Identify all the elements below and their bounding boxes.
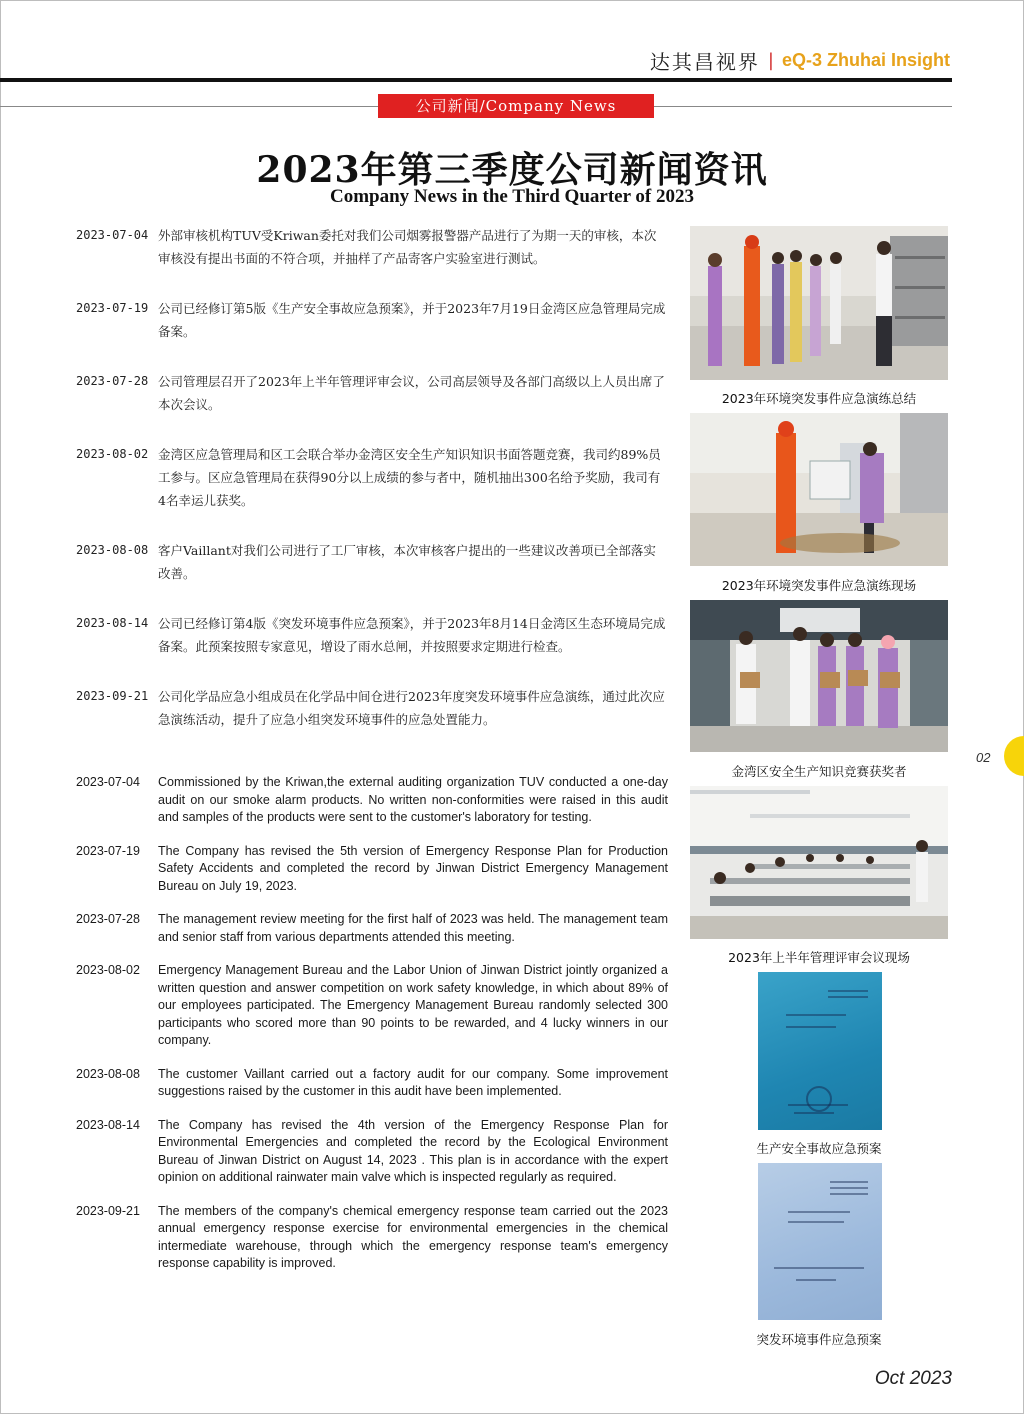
photo-drill-summary-image [690, 226, 948, 380]
photo-caption: 2023年上半年管理评审会议现场 [728, 950, 910, 965]
news-date: 2023-08-02 [76, 963, 140, 977]
photo-drill-scene [690, 413, 948, 566]
news-date: 2023-09-21 [76, 1203, 140, 1218]
doc-line [786, 1014, 846, 1016]
news-text: The Company has revised the 4th version of the Emergency Response Plan for Environmental Emergencies and completed the record by the Ecological Environment Bureau of Jinwan District on August 14, 2023 . This plan is in accordance with the expert opinion on additional rainwater main valve which is inspected regularly as required. [158, 1117, 668, 1184]
news-text: Emergency Management Bureau and the Labor Union of Jinwan District jointly organized a written question and answer competition on work safety knowledge, in which about 89% of our employees participated. The Emergency Management Bureau randomly selected 300 participants who scored more than 90 points to be rewarded, and 4 lucky winners in our company. [158, 963, 668, 1047]
news-text: 公司已经修订第4版《突发环境事件应急预案》，并于2023年8月14日金湾区生态环境局完成备案。此预案按照专家意见，增设了雨水总闸，并按照要求定期进行检查。 [158, 616, 666, 654]
news-date: 2023-08-02 [76, 447, 149, 461]
news-date: 2023-07-28 [76, 374, 149, 388]
news-date: 2023-08-14 [76, 616, 149, 630]
brand-cn: 达其昌视界 [649, 50, 760, 74]
news-date: 2023-07-19 [76, 301, 149, 315]
doc-line [830, 1193, 868, 1195]
photo-drill-summary [690, 226, 948, 380]
news-item-cn [76, 443, 668, 512]
news-item-cn [76, 370, 668, 416]
news-date: 2023-08-14 [76, 1117, 140, 1132]
news-date: 2023-09-21 [76, 689, 149, 703]
news-text: 客户Vaillant对我们公司进行了工厂审核，本次审核客户提出的一些建议改善项已全部落实改善。 [158, 543, 656, 581]
doc-line [828, 990, 868, 992]
news-text: The management review meeting for the first half of 2023 was held. The management team and senior staff from various departments attended this meeting. [158, 912, 668, 944]
brand-en: eQ-3 Zhuhai Insight [781, 50, 950, 70]
document-production-safety-plan [758, 972, 882, 1130]
news-item-en [76, 774, 668, 827]
news-date: 2023-07-19 [76, 843, 140, 858]
news-item-en [76, 1066, 668, 1101]
photo-caption: 生产安全事故应急预案 [756, 1141, 882, 1156]
photo-caption: 突发环境事件应急预案 [756, 1332, 882, 1347]
news-item-en [76, 843, 668, 896]
doc-line [796, 1279, 836, 1281]
photo-drill-scene-image [690, 413, 948, 566]
doc-line [786, 1026, 836, 1028]
photo-caption: 2023年环境突发事件应急演练现场 [721, 578, 917, 593]
doc-line [830, 1181, 868, 1183]
news-date: 2023-07-28 [76, 912, 140, 926]
doc-line [774, 1267, 864, 1269]
photo-review-meeting-image [690, 786, 948, 939]
doc-line [788, 1221, 844, 1223]
news-text: 外部审核机构TUV受Kriwan委托对我们公司烟雾报警器产品进行了为期一天的审核，本次审核没有提出书面的不符合项，并抽样了产品寄客户实验室进行测试。 [158, 228, 657, 266]
news-item-en [76, 911, 668, 946]
news-date: 2023-07-04 [76, 228, 149, 242]
news-text: Commissioned by the Kriwan,the external auditing organization TUV conducted a one-day audit on our smoke alarm products. No written non-conformities were raised in this audit and samples of the products were sent to the customer's laboratory for testing. [158, 775, 668, 824]
news-item-cn [76, 612, 668, 658]
news-item-cn [76, 224, 668, 270]
page-title: 2023年第三季度公司新闻资讯 [256, 149, 768, 191]
news-item-en [76, 1117, 668, 1187]
news-text: 公司已经修订第5版《生产安全事故应急预案》，并于2023年7月19日金湾区应急管理局完成备案。 [158, 301, 666, 339]
news-text: The Company has revised the 5th version of Emergency Response Plan for Production Safety Accidents and completed the record by Jinwan District Emergency Management Bureau on July 19, 2023. [158, 843, 668, 893]
news-item-cn [76, 539, 668, 585]
section-tab: 公司新闻/Company News [378, 94, 654, 118]
news-date: 2023-08-08 [76, 1066, 140, 1081]
photo-competition-winners [690, 600, 948, 752]
news-text: The customer Vaillant carried out a factory audit for our company. Some improvement suggestions raised by the customer in this audit have been implemented. [158, 1066, 668, 1098]
brand-separator: | [767, 50, 774, 71]
page-subtitle: Company News in the Third Quarter of 2023 [329, 186, 694, 207]
photo-competition-winners-image [690, 600, 948, 752]
photo-caption: 金湾区安全生产知识竞赛获奖者 [731, 764, 907, 779]
masthead [650, 46, 950, 75]
news-date: 2023-07-04 [76, 775, 140, 789]
news-list-en [76, 774, 668, 1273]
document-environmental-emergency-plan [758, 1163, 882, 1320]
issue-date: Oct 2023 [874, 1368, 952, 1389]
news-item-cn [76, 297, 668, 343]
news-list-cn [76, 224, 668, 731]
news-item-en [76, 1203, 668, 1273]
page-number: 02 [976, 750, 991, 765]
photo-review-meeting [690, 786, 948, 939]
news-item-en [76, 962, 668, 1050]
doc-line [830, 1187, 868, 1189]
photo-caption: 2023年环境突发事件应急演练总结 [721, 391, 917, 406]
news-text: 公司化学品应急小组成员在化学品中间仓进行2023年度突发环境事件应急演练，通过此次应急演练活动，提升了应急小组突发环境事件的应急处置能力。 [158, 689, 665, 727]
seal-icon [804, 1084, 834, 1114]
news-text: 金湾区应急管理局和区工会联合举办金湾区安全生产知识知识书面答题竞赛，我司约89%员工参与。区应急管理局在获得90分以上成绩的参与者中，随机抽出300名给予奖励，我司有4名幸运儿获奖。 [158, 447, 661, 508]
doc-line [828, 996, 868, 998]
news-date: 2023-08-08 [76, 543, 149, 557]
doc-line [788, 1211, 850, 1213]
news-item-cn [76, 685, 668, 731]
header-rule [0, 78, 952, 82]
news-text: The members of the company's chemical emergency response team carried out the 2023 annual emergency response exercise for environmental emergencies in the chemical intermediate warehouse, through which the emergency response team's emergency response capability is improved. [158, 1203, 668, 1270]
news-text: 公司管理层召开了2023年上半年管理评审会议，公司高层领导及各部门高级以上人员出席了本次会议。 [158, 374, 665, 412]
